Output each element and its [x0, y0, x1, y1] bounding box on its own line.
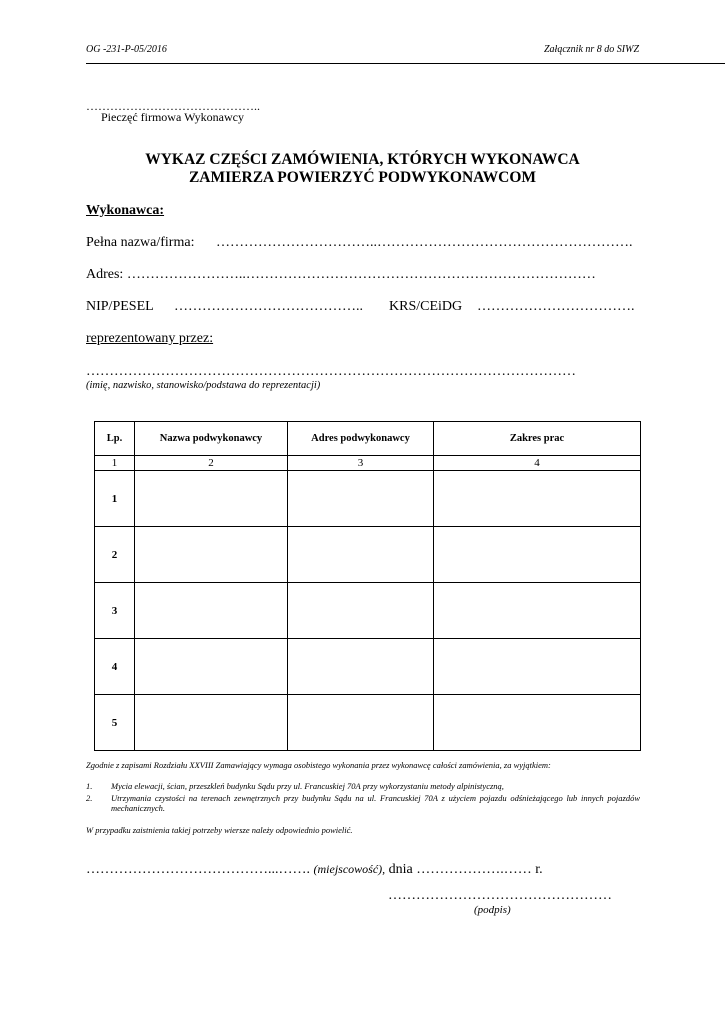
- name-label: Pełna nazwa/firma:: [86, 235, 195, 250]
- address-field[interactable]: Adres: ……………………..…………………………………………………………………: [86, 267, 596, 282]
- header-rule: [86, 63, 725, 64]
- nip-field[interactable]: …………………………………..: [174, 299, 363, 314]
- row-number: 4: [95, 639, 135, 695]
- row-number: 5: [95, 695, 135, 751]
- header-lp: Lp.: [95, 422, 135, 456]
- header-scope-of-work: Zakres prac: [434, 422, 641, 456]
- list-item-text: Utrzymania czystości na terenach zewnętrznych przy budynku Sądu na ul. Francuskiej 70A z użyciem pojazdu odśnieżającego lub innych pojazdów mechanicznych.: [111, 793, 640, 813]
- representative-caption: (imię, nazwisko, stanowisko/podstawa do reprezentacji): [86, 380, 321, 391]
- place-field[interactable]: …………………………………...…….: [86, 862, 310, 877]
- attachment-label: Załącznik nr 8 do SIWZ: [544, 44, 639, 55]
- list-item-number: 2.: [86, 793, 93, 803]
- krs-label: KRS/CEiDG: [389, 299, 463, 314]
- list-item-number: 1.: [86, 781, 93, 791]
- table-row: [95, 639, 641, 695]
- contractor-heading: Wykonawca:: [86, 203, 165, 218]
- subcontractor-name-cell[interactable]: [135, 527, 288, 583]
- header-subcontractor-address: Adres podwykonawcy: [288, 422, 434, 456]
- table-row: [95, 583, 641, 639]
- scope-of-work-cell[interactable]: [434, 695, 641, 751]
- place-date-line: [86, 862, 543, 878]
- nip-label: NIP/PESEL: [86, 299, 154, 314]
- column-number: 3: [288, 456, 434, 471]
- signature-field[interactable]: …………………………………………: [388, 888, 612, 903]
- page-title-line-2: ZAMIERZA POWIERZYĆ PODWYKONAWCOM: [188, 169, 537, 186]
- subcontractor-address-cell[interactable]: [288, 527, 434, 583]
- scope-of-work-cell[interactable]: [434, 639, 641, 695]
- list-item: [86, 781, 640, 793]
- stamp-label: Pieczęć firmowa Wykonawcy: [101, 110, 244, 124]
- scope-of-work-cell[interactable]: [434, 527, 641, 583]
- table-row: [95, 471, 641, 527]
- subcontractor-table: [94, 421, 641, 751]
- scope-of-work-cell[interactable]: [434, 583, 641, 639]
- signature-label: (podpis): [474, 904, 511, 916]
- row-number: 2: [95, 527, 135, 583]
- list-item-text: Mycia elewacji, ścian, przeszkleń budynku Sądu przy ul. Francuskiej 70A przy wykorzystaniu metody alpinistyczną,: [111, 781, 504, 791]
- date-label: dnia: [388, 862, 413, 877]
- column-numbers-row: [95, 456, 641, 471]
- list-item: [86, 793, 640, 815]
- date-field[interactable]: ……………….……: [416, 862, 532, 877]
- subcontractor-name-cell[interactable]: [135, 639, 288, 695]
- subcontractor-address-cell[interactable]: [288, 639, 434, 695]
- column-number: 2: [135, 456, 288, 471]
- scope-of-work-cell[interactable]: [434, 471, 641, 527]
- notes-intro: Zgodnie z zapisami Rozdziału XXVIII Zamawiający wymaga osobistego wykonania przez wykonawcę całości zamówienia, za wyjątkiem:: [86, 760, 551, 770]
- column-number: 1: [95, 456, 135, 471]
- subcontractor-address-cell[interactable]: [288, 471, 434, 527]
- subcontractor-address-cell[interactable]: [288, 695, 434, 751]
- table-row: [95, 527, 641, 583]
- table-header-row: [95, 422, 641, 456]
- representative-label: reprezentowany przez:: [86, 331, 214, 346]
- subcontractor-name-cell[interactable]: [135, 583, 288, 639]
- place-label: (miejscowość),: [313, 862, 386, 876]
- subcontractor-name-cell[interactable]: [135, 471, 288, 527]
- name-field[interactable]: ……………………………..……………………………………………….: [216, 235, 633, 250]
- subcontractor-name-cell[interactable]: [135, 695, 288, 751]
- representative-field[interactable]: ……………………………………………………………………………………………: [86, 364, 576, 379]
- table-row: [95, 695, 641, 751]
- row-number: 1: [95, 471, 135, 527]
- document-reference: OG -231-P-05/2016: [86, 44, 167, 55]
- date-suffix: r.: [535, 862, 543, 877]
- krs-field[interactable]: …………………………….: [477, 299, 635, 314]
- notes-extra: W przypadku zaistnienia takiej potrzeby wiersze należy odpowiednio powielić.: [86, 825, 353, 835]
- stamp-dots: ……………………………………..: [86, 99, 260, 113]
- subcontractor-address-cell[interactable]: [288, 583, 434, 639]
- page-title-line-1: WYKAZ CZĘŚCI ZAMÓWIENIA, KTÓRYCH WYKONAWCA: [145, 151, 580, 168]
- row-number: 3: [95, 583, 135, 639]
- column-number: 4: [434, 456, 641, 471]
- header-subcontractor-name: Nazwa podwykonawcy: [135, 422, 288, 456]
